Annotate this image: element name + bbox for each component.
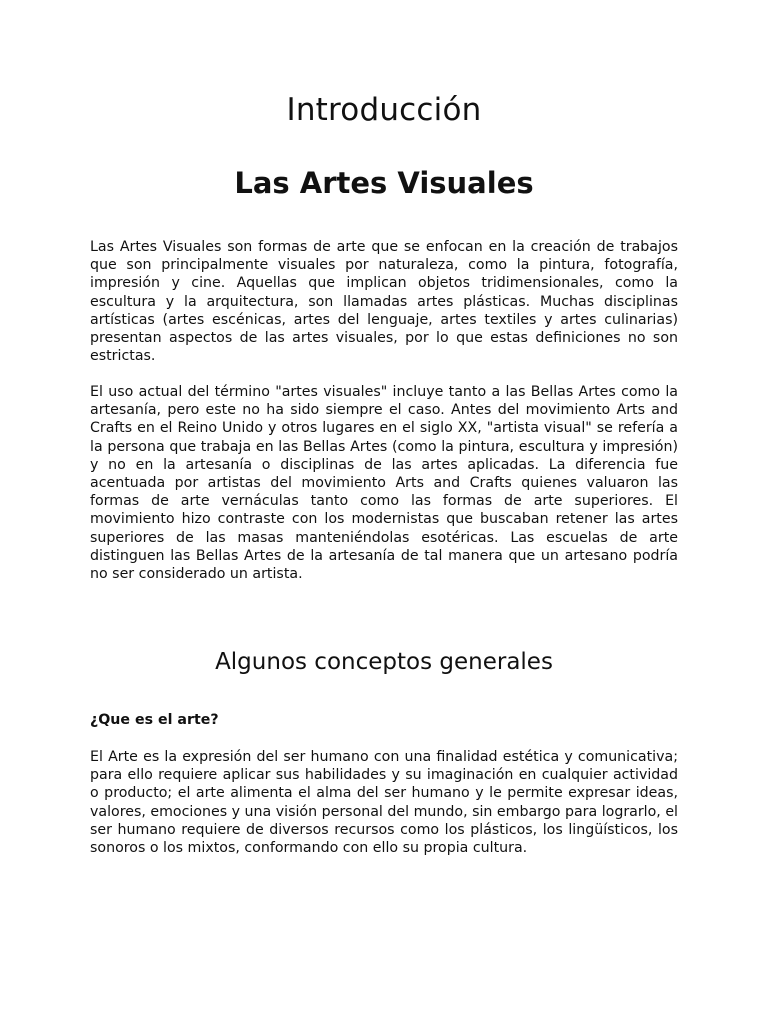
paragraph-2: El uso actual del término "artes visuales" incluye tanto a las Bellas Artes como la artesanía, pero este no ha sido siempre el caso. Antes del movimiento Arts and Crafts en el Reino Unido y otros lugares en el siglo XX, "artista visual" se refería a la persona que trabaja en las Bellas Artes (como la pintura, escultura y impresión) y no en la artesanía o disciplinas de las artes aplicadas. La diferencia fue acentuada por artistas del movimiento Arts and Crafts quienes valuaron las formas de arte vernáculas tanto como las formas de arte superiores. El movimiento hizo contraste con los modernistas que buscaban retener las artes superiores de las masas manteniéndolas esotéricas. Las escuelas de arte distinguen las Bellas Artes de la artesanía de tal manera que un artesano podría no ser considerado un artista. [90, 384, 678, 583]
document-title: Las Artes Visuales [234, 166, 534, 200]
question-heading: ¿Que es el arte? [90, 712, 219, 728]
section-title: Algunos conceptos generales [215, 649, 553, 675]
heading-introduccion: Introducción [286, 92, 482, 128]
paragraph-3: El Arte es la expresión del ser humano con una finalidad estética y comunicativa; para ello requiere aplicar sus habilidades y su imaginación en cualquier actividad o producto; el arte alimenta el alma del ser humano y le permite expresar ideas, valores, emociones y una visión personal del mundo, sin embargo para lograrlo, el ser humano requiere de diversos recursos como los plásticos, los lingüísticos, los sonoros o los mixtos, conformando con ello su propia cultura. [90, 749, 678, 857]
paragraph-1: Las Artes Visuales son formas de arte que se enfocan en la creación de trabajos que son principalmente visuales por naturaleza, como la pintura, fotografía, impresión y cine. Aquellas que implican objetos tridimensionales, como la escultura y la arquitectura, son llamadas artes plásticas. Muchas disciplinas artísticas (artes escénicas, artes del lenguaje, artes textiles y artes culinarias) presentan aspectos de las artes visuales, por lo que estas definiciones no son estrictas. [90, 239, 678, 365]
